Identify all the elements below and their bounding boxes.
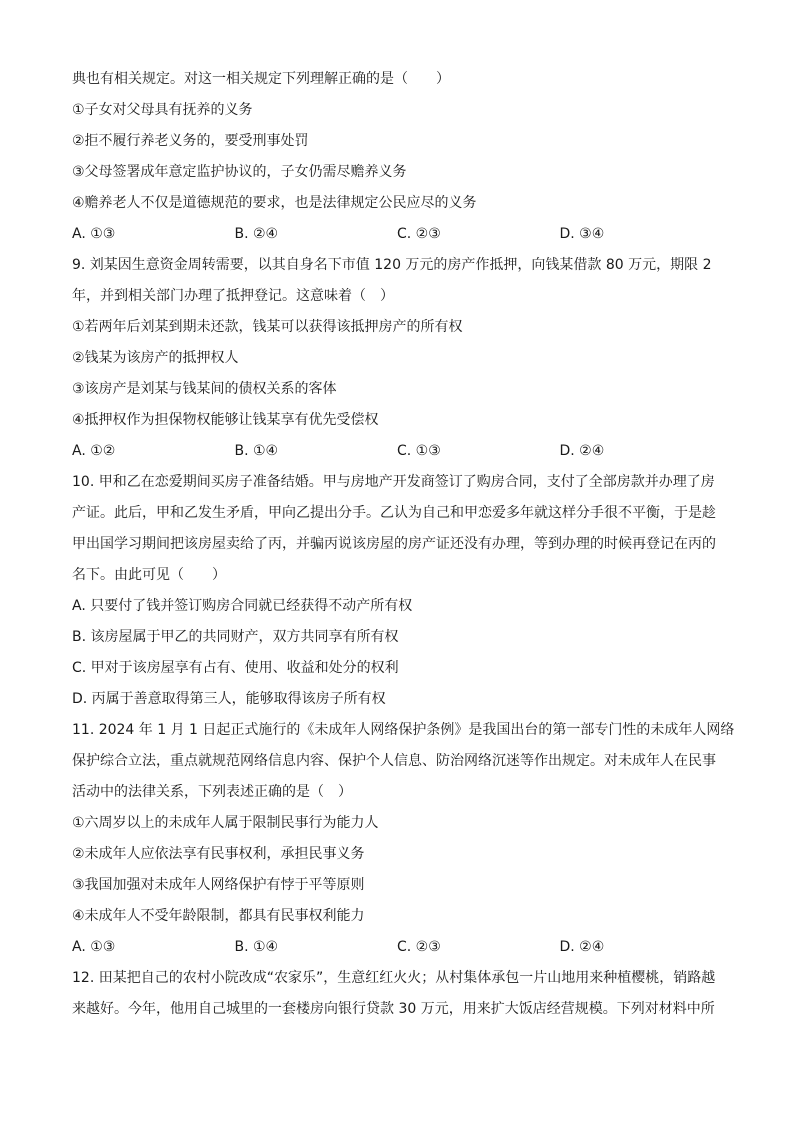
text-line: ②拒不履行养老义务的，要受刑事处罚	[72, 133, 309, 149]
answer-option: B. ②④	[234, 226, 279, 242]
text-line: ②钱某为该房产的抵押权人	[72, 350, 239, 366]
answer-options-row	[72, 436, 722, 467]
answer-option: D. ③④	[559, 226, 605, 242]
answer-option: B. ①④	[234, 939, 279, 955]
text-line: 名下。由此可见（ ）	[72, 567, 226, 583]
text-line: ④未成年人不受年龄限制，都具有民事权利能力	[72, 908, 365, 924]
answer-option: B. ①④	[234, 443, 279, 459]
text-line: 9. 刘某因生意资金周转需要，以其自身名下市值 120 万元的房产作抵押，向钱某借款 80 万元，期限 2	[72, 257, 712, 273]
answer-options-row	[72, 932, 722, 963]
document-page	[72, 64, 735, 1025]
answer-option: C. ①③	[397, 443, 441, 459]
text-line: A. 只要付了钱并签订购房合同就已经获得不动产所有权	[72, 598, 413, 614]
text-line: ③该房产是刘某与钱某间的债权关系的客体	[72, 381, 337, 397]
answer-option: A. ①③	[72, 939, 116, 955]
text-line: 甲出国学习期间把该房屋卖给了丙，并骗丙说该房屋的房产证还没有办理，等到办理的时候再登记在丙的	[72, 536, 716, 552]
text-line: ③父母签署成年意定监护协议的，子女仍需尽赡养义务	[72, 164, 407, 180]
text-line: ①子女对父母具有抚养的义务	[72, 102, 253, 118]
text-line: 产证。此后，甲和乙发生矛盾，甲向乙提出分手。乙认为自己和甲恋爱多年就这样分手很不平衡，于是趁	[72, 505, 716, 521]
answer-option: C. ②③	[397, 226, 441, 242]
answer-option: D. ②④	[559, 939, 605, 955]
text-line: ③我国加强对未成年人网络保护有悖于平等原则	[72, 877, 365, 893]
text-line: 典也有相关规定。对这一相关规定下列理解正确的是（ ）	[72, 71, 450, 87]
text-line: ④赡养老人不仅是道德规范的要求，也是法律规定公民应尽的义务	[72, 195, 477, 211]
text-line: C. 甲对于该房屋享有占有、使用、收益和处分的权利	[72, 660, 399, 676]
answer-option: A. ①③	[72, 226, 116, 242]
text-line: ②未成年人应依法享有民事权利，承担民事义务	[72, 846, 365, 862]
answer-options-row	[72, 219, 722, 250]
answer-option: A. ①②	[72, 443, 116, 459]
text-line: ①六周岁以上的未成年人属于限制民事行为能力人	[72, 815, 379, 831]
text-line: 保护综合立法，重点就规范网络信息内容、保护个人信息、防治网络沉迷等作出规定。对未成年人在民事	[72, 753, 716, 769]
text-line: 12. 田某把自己的农村小院改成“农家乐”，生意红红火火；从村集体承包一片山地用来种植樱桃，销路越	[72, 970, 716, 986]
text-line: D. 丙属于善意取得第三人，能够取得该房子所有权	[72, 691, 386, 707]
text-line: ④抵押权作为担保物权能够让钱某享有优先受偿权	[72, 412, 379, 428]
text-line: 10. 甲和乙在恋爱期间买房子准备结婚。甲与房地产开发商签订了购房合同，支付了全部房款并办理了房	[72, 474, 715, 490]
text-line: 活动中的法律关系，下列表述正确的是（ ）	[72, 784, 352, 800]
text-line: 年，并到相关部门办理了抵押登记。这意味着（ ）	[72, 288, 394, 304]
text-line: B. 该房屋属于甲乙的共同财产，双方共同享有所有权	[72, 629, 399, 645]
text-line: 来越好。今年，他用自己城里的一套楼房向银行贷款 30 万元，用来扩大饭店经营规模。下列对材料中所	[72, 1001, 715, 1017]
answer-option: C. ②③	[397, 939, 441, 955]
text-line: 11. 2024 年 1 月 1 日起正式施行的《未成年人网络保护条例》是我国出台的第一部专门性的未成年人网络	[72, 722, 735, 738]
text-line: ①若两年后刘某到期未还款，钱某可以获得该抵押房产的所有权	[72, 319, 463, 335]
answer-option: D. ②④	[559, 443, 605, 459]
